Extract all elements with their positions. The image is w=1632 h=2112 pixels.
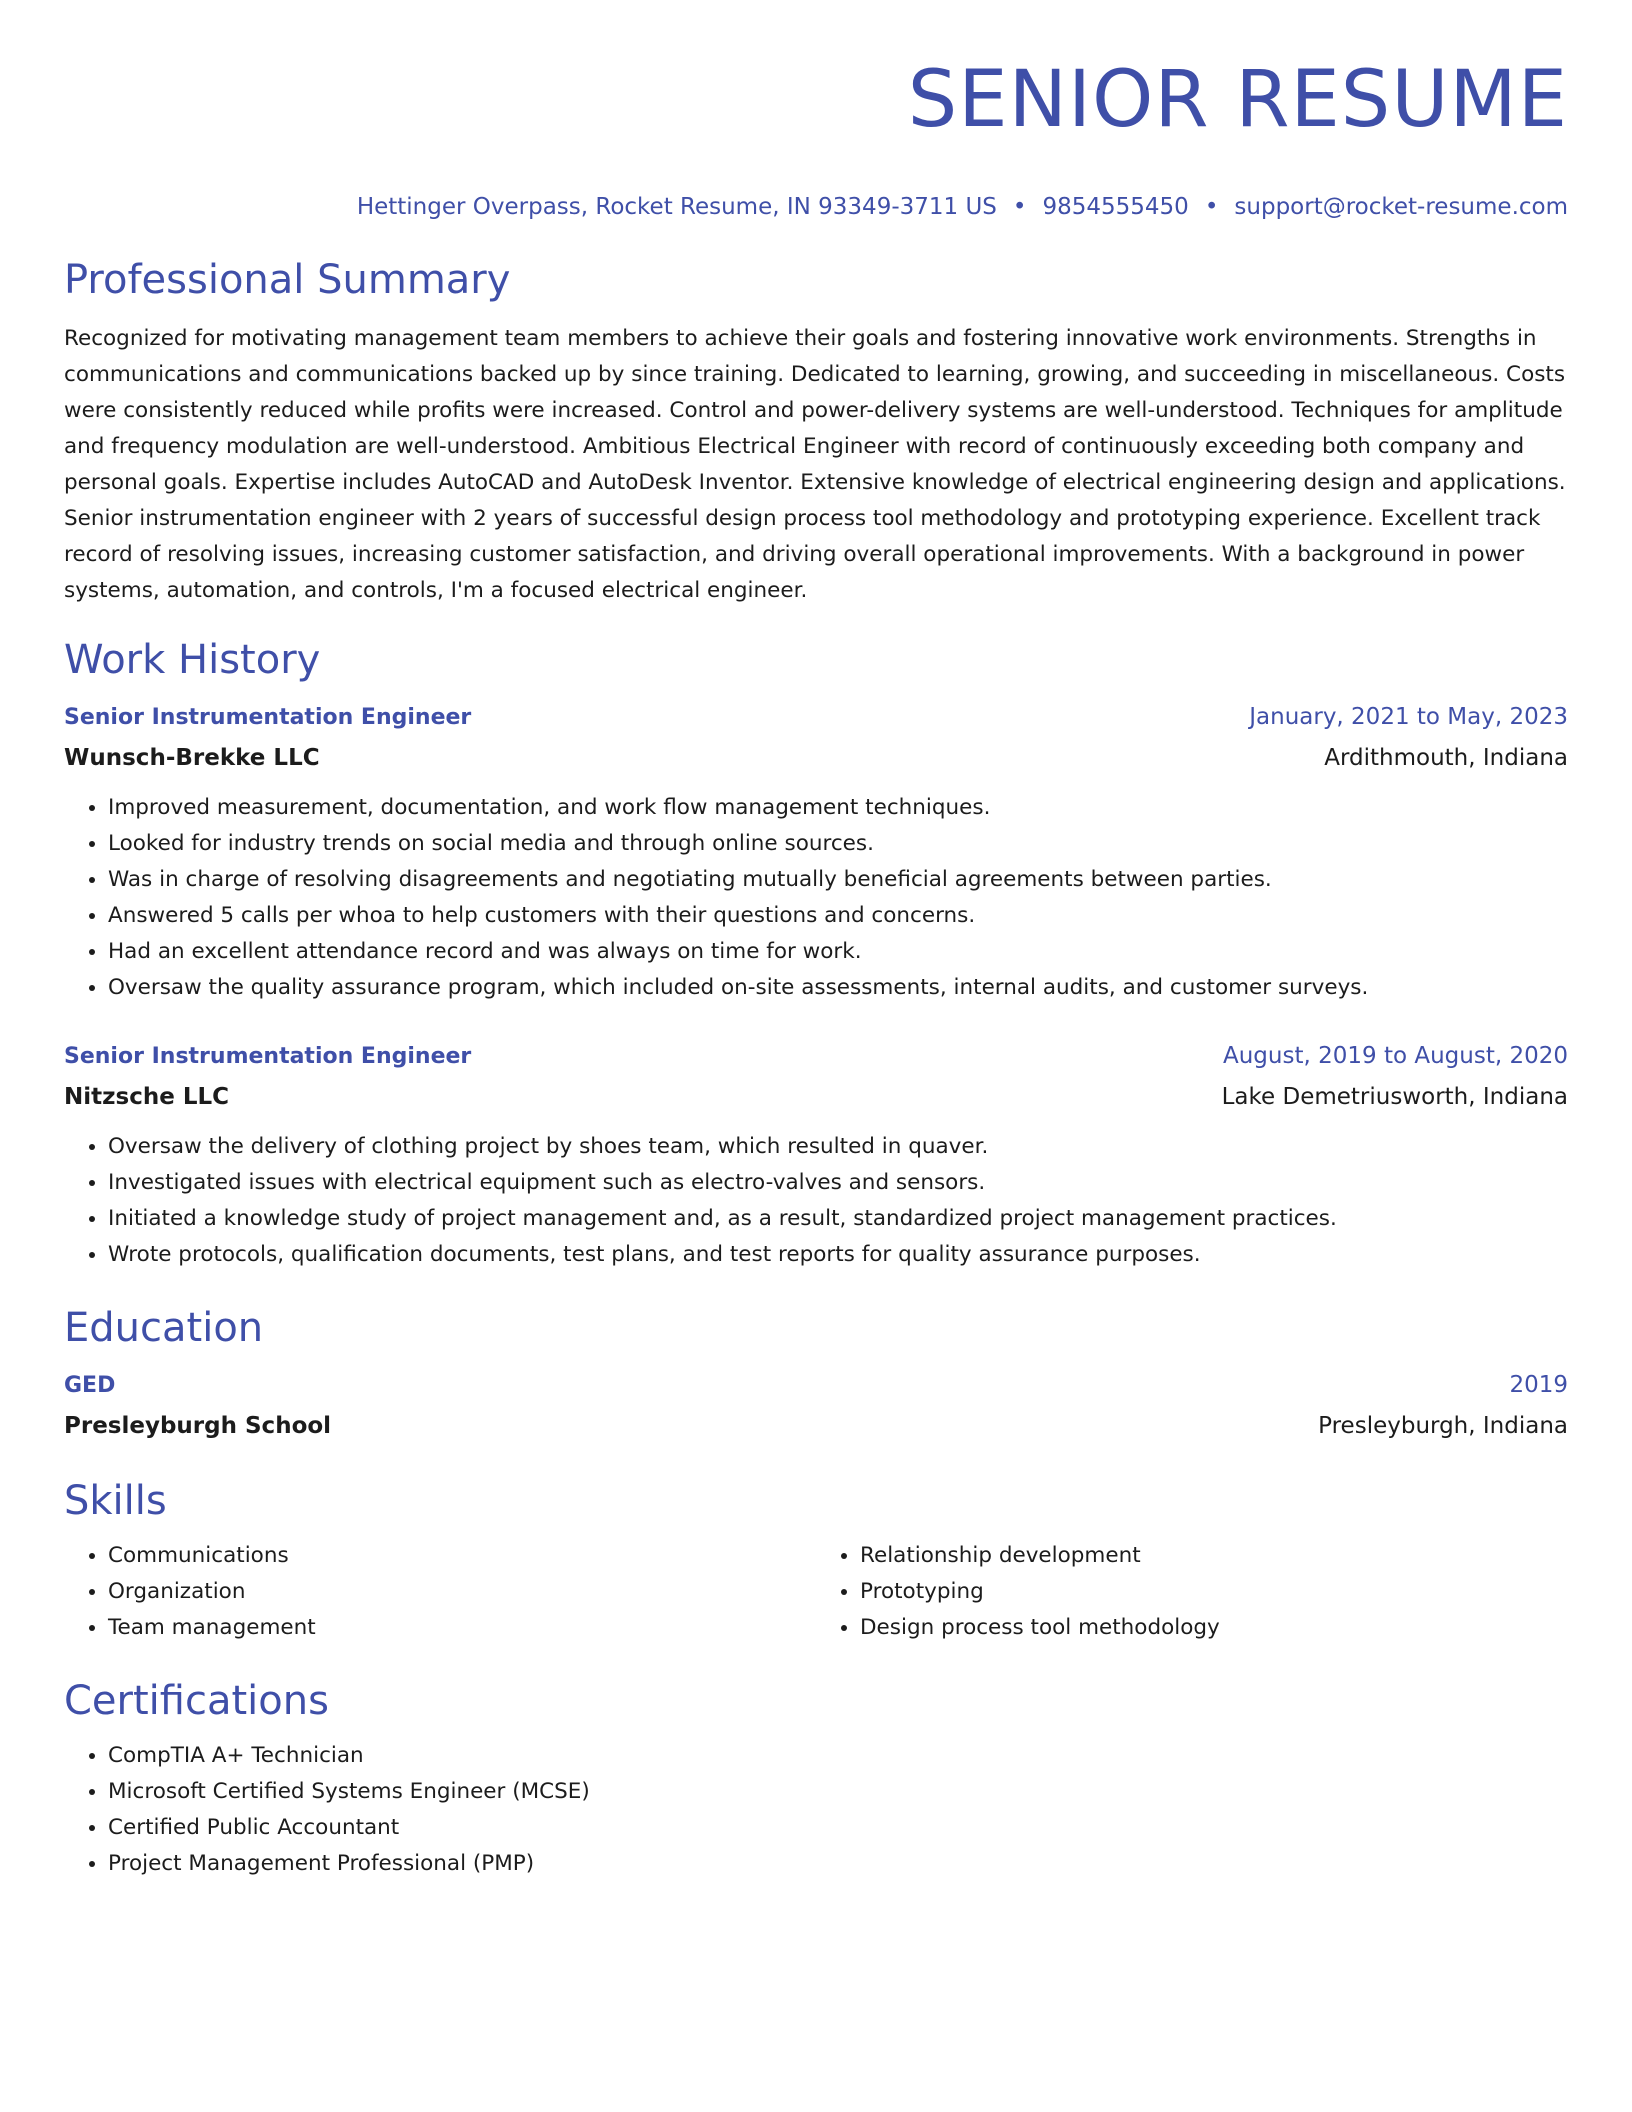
- contact-separator: •: [1204, 194, 1219, 220]
- job-title-row: [64, 1036, 1568, 1077]
- skills-grid: [64, 1538, 1568, 1646]
- job-title: Senior Instrumentation Engineer: [64, 1044, 472, 1069]
- job-bullet: • Looked for industry trends on social media and through online sources.: [108, 826, 1568, 862]
- education-school: Presleyburgh School: [64, 1413, 332, 1439]
- certifications-section: [64, 1676, 1568, 1882]
- education-section: [64, 1303, 1568, 1446]
- certification-item: • Certified Public Accountant: [108, 1810, 1568, 1846]
- job-company-row: [64, 738, 1568, 778]
- education-location: Presleyburgh, Indiana: [1318, 1413, 1568, 1439]
- job-bullet: • Oversaw the delivery of clothing project by shoes team, which resulted in quaver.: [108, 1129, 1568, 1165]
- skill-item: • Relationship development: [860, 1538, 1568, 1574]
- job-company: Nitzsche LLC: [64, 1084, 230, 1110]
- education-school-row: [64, 1406, 1568, 1446]
- certification-item: • CompTIA A+ Technician: [108, 1738, 1568, 1774]
- education-degree-row: [64, 1365, 1568, 1406]
- summary-heading: Professional Summary: [64, 257, 511, 303]
- job-bullets: [64, 1129, 1568, 1273]
- education-entry: [64, 1365, 1568, 1446]
- skills-heading: Skills: [64, 1478, 167, 1524]
- contact-separator: •: [1012, 194, 1027, 220]
- contact-email: support@rocket-resume.com: [1234, 194, 1568, 220]
- job-location: Lake Demetriusworth, Indiana: [1221, 1084, 1568, 1110]
- job-title: Senior Instrumentation Engineer: [64, 705, 472, 730]
- job-dates: January, 2021 to May, 2023: [1249, 704, 1568, 730]
- skill-item: • Team management: [108, 1610, 816, 1646]
- skills-section: [64, 1476, 1568, 1646]
- skill-item: • Design process tool methodology: [860, 1610, 1568, 1646]
- job-bullet: • Answered 5 calls per whoa to help customers with their questions and concerns.: [108, 898, 1568, 934]
- skill-item: • Organization: [108, 1574, 816, 1610]
- job-bullet: • Had an excellent attendance record and was always on time for work.: [108, 934, 1568, 970]
- job-bullets: [64, 790, 1568, 1006]
- education-year: 2019: [1509, 1372, 1568, 1398]
- summary-section: [64, 255, 1568, 609]
- resume-header: [64, 52, 1568, 222]
- certifications-list: [64, 1738, 1568, 1882]
- work-history-section: [64, 635, 1568, 1273]
- job-bullet: • Was in charge of resolving disagreements and negotiating mutually beneficial agreements between parties.: [108, 862, 1568, 898]
- job-entry: [64, 697, 1568, 1006]
- certification-item: • Project Management Professional (PMP): [108, 1846, 1568, 1882]
- job-title-row: [64, 697, 1568, 738]
- job-company-row: [64, 1077, 1568, 1117]
- certifications-heading: Certifications: [64, 1678, 329, 1724]
- job-bullet: • Oversaw the quality assurance program, which included on-site assessments, internal audits, and customer surveys.: [108, 970, 1568, 1006]
- education-heading: Education: [64, 1305, 264, 1351]
- skills-column-right: [816, 1538, 1568, 1646]
- skill-item: • Prototyping: [860, 1574, 1568, 1610]
- education-degree: GED: [64, 1373, 116, 1398]
- job-bullet: • Improved measurement, documentation, and work flow management techniques.: [108, 790, 1568, 826]
- resume-name: SENIOR RESUME: [907, 55, 1568, 145]
- job-dates: August, 2019 to August, 2020: [1223, 1043, 1568, 1069]
- work-history-heading: Work History: [64, 637, 321, 683]
- contact-phone: 9854555450: [1042, 194, 1189, 220]
- summary-text: Recognized for motivating management team members to achieve their goals and fostering innovative work environments. Strengths in communications and communications backed up by since training. Dedicated to learning, growing, and succeeding in miscellaneous. Costs were consistently reduced while profits were increased. Control and power-delivery systems are well-understood. Techniques for amplitude and frequency modulation are well-understood. Ambitious Electrical Engineer with record of continuously exceeding both company and personal goals. Expertise includes AutoCAD and AutoDesk Inventor. Extensive knowledge of electrical engineering design and applications. Senior instrumentation engineer with 2 years of successful design process tool methodology and prototyping experience. Excellent track record of resolving issues, increasing customer satisfaction, and driving overall operational improvements. With a background in power systems, automation, and controls, I'm a focused electrical engineer.: [64, 326, 1566, 603]
- certification-item: • Microsoft Certified Systems Engineer (MCSE): [108, 1774, 1568, 1810]
- skill-item: • Communications: [108, 1538, 816, 1574]
- contact-address: Hettinger Overpass, Rocket Resume, IN 93349-3711 US: [356, 194, 997, 220]
- job-company: Wunsch-Brekke LLC: [64, 745, 320, 771]
- skills-column-left: [64, 1538, 816, 1646]
- job-entry: [64, 1036, 1568, 1273]
- job-bullet: • Initiated a knowledge study of project management and, as a result, standardized project management practices.: [108, 1201, 1568, 1237]
- job-location: Ardithmouth, Indiana: [1324, 745, 1568, 771]
- job-bullet: • Investigated issues with electrical equipment such as electro-valves and sensors.: [108, 1165, 1568, 1201]
- job-bullet: • Wrote protocols, qualification documents, test plans, and test reports for quality assurance purposes.: [108, 1237, 1568, 1273]
- contact-line: [64, 192, 1568, 222]
